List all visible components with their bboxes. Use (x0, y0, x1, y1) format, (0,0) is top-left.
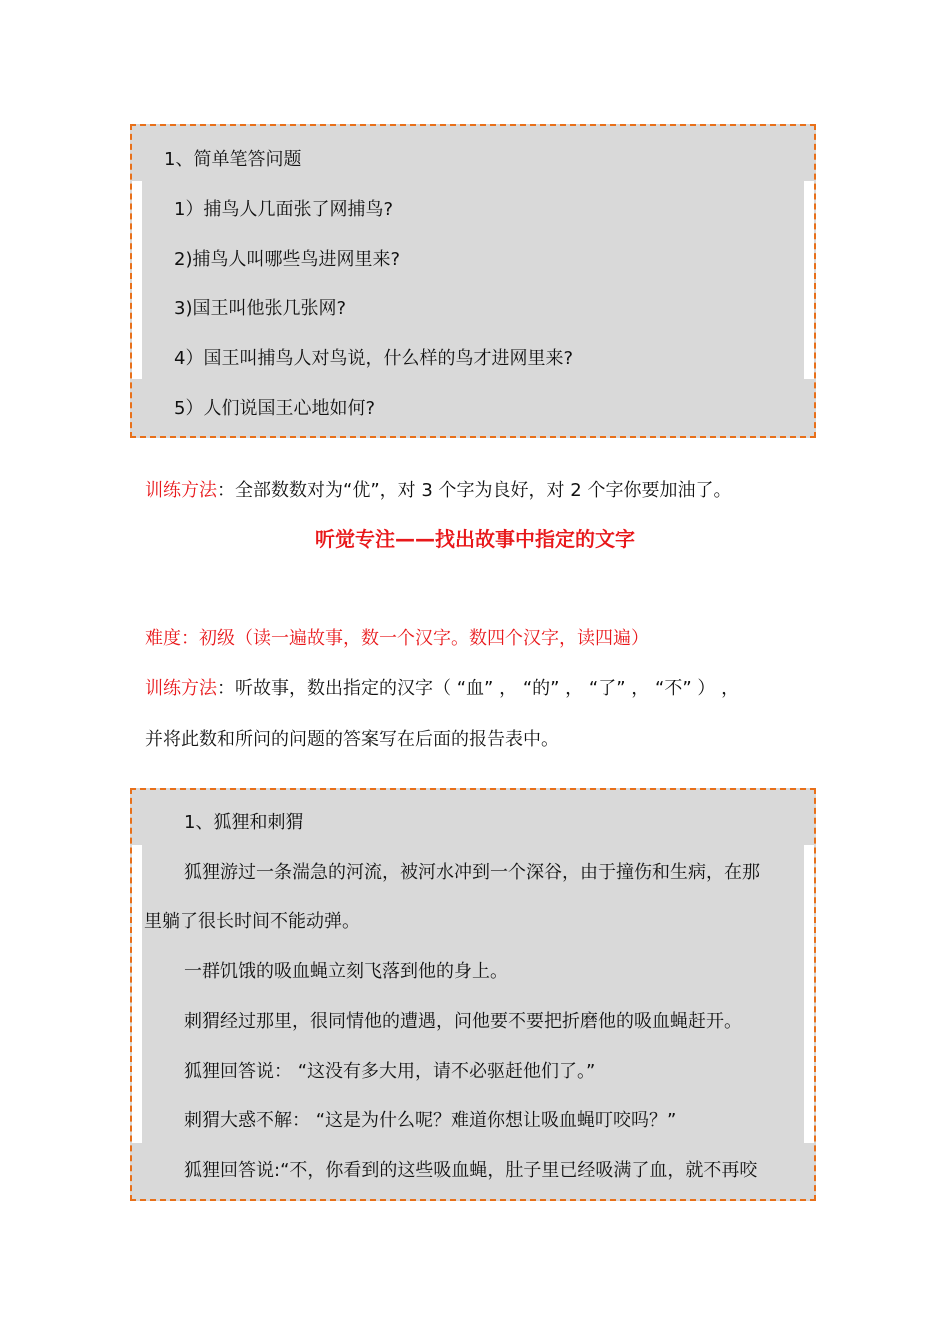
story-line: 刺猬大惑不解： “这是为什么呢？难道你想让吸血蝇叮咬吗？” (184, 1110, 677, 1131)
story-box (130, 788, 816, 1201)
story-line: 狐狸游过一条湍急的河流，被河水冲到一个深谷，由于撞伤和生病，在那 (184, 862, 760, 883)
box-left-margin (132, 181, 142, 379)
story-line: 一群饥饿的吸血蝇立刻飞落到他的身上。 (184, 961, 508, 982)
story-title: 1、狐狸和刺猬 (184, 812, 304, 833)
questions-box (130, 124, 816, 438)
difficulty-line: 难度：初级（读一遍故事，数一个汉字。数四个汉字，读四遍） (145, 628, 649, 649)
section-title: 听觉专注——找出故事中指定的文字 (315, 527, 635, 551)
training-method-2 (145, 677, 739, 701)
training-method-text: ：听故事，数出指定的汉字（ “血” ， “的” ， “了” ， “不” ） ， (217, 678, 740, 699)
question-3: 3)国王叫他张几张网? (174, 298, 347, 319)
training-method-text: ：全部数数对为“优”，对 3 个字为良好，对 2 个字你要加油了。 (217, 480, 732, 501)
question-1: 1）捕鸟人几面张了网捕鸟? (174, 199, 394, 220)
story-line: 狐狸回答说:“不，你看到的这些吸血蝇，肚子里已经吸满了血，就不再咬 (184, 1160, 758, 1181)
question-4: 4）国王叫捕鸟人对鸟说，什么样的鸟才进网里来? (174, 348, 574, 369)
training-method-label: 训练方法 (145, 678, 217, 699)
training-method-1 (145, 479, 731, 503)
box-left-margin (132, 845, 142, 1143)
box-right-margin (804, 181, 814, 379)
training-method-label: 训练方法 (145, 480, 217, 501)
question-5: 5）人们说国王心地如何? (174, 398, 376, 419)
box-right-margin (804, 845, 814, 1143)
question-2: 2)捕鸟人叫哪些鸟进网里来? (174, 249, 401, 270)
story-line: 里躺了很长时间不能动弹。 (144, 911, 360, 932)
story-line: 狐狸回答说： “这没有多大用，请不必驱赶他们了。” (184, 1061, 596, 1082)
questions-title: 1、简单笔答问题 (164, 149, 302, 170)
training-method-2-continued: 并将此数和所问的问题的答案写在后面的报告表中。 (145, 729, 559, 750)
story-line: 刺猬经过那里，很同情他的遭遇，问他要不要把折磨他的吸血蝇赶开。 (184, 1011, 742, 1032)
